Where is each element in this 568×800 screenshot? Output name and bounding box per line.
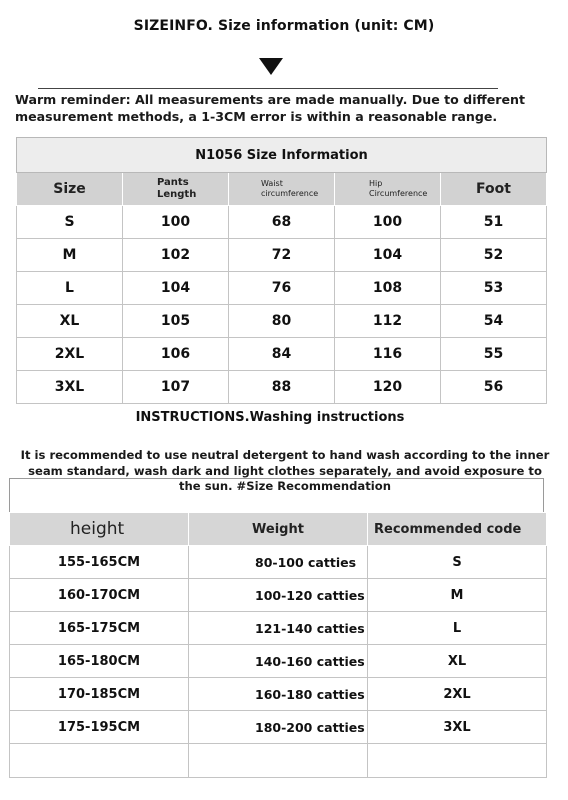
empty-row (10, 744, 547, 778)
weight-cell: 80-100 catties (189, 546, 368, 579)
hip-cell: 104 (335, 239, 441, 272)
foot-cell: 55 (441, 338, 547, 371)
size-recommendation-table (9, 512, 547, 778)
recommended-code-cell: XL (368, 645, 547, 678)
size-cell: L (17, 272, 123, 305)
size-cell: 3XL (17, 371, 123, 404)
divider (38, 88, 498, 89)
hip-cell: 116 (335, 338, 441, 371)
size-cell: 2XL (17, 338, 123, 371)
height-cell: 175-195CM (10, 711, 189, 744)
pants-length-cell: 105 (123, 305, 229, 338)
foot-cell: 51 (441, 206, 547, 239)
height-cell: 165-175CM (10, 612, 189, 645)
table-row (10, 645, 547, 678)
recommended-code-cell: M (368, 579, 547, 612)
hip-cell: 100 (335, 206, 441, 239)
hip-cell: 108 (335, 272, 441, 305)
column-header-weight: Weight (189, 513, 368, 546)
column-header-size: Size (17, 173, 123, 206)
table-row (17, 371, 547, 404)
pants-length-cell: 102 (123, 239, 229, 272)
foot-cell: 53 (441, 272, 547, 305)
pants-length-cell: 107 (123, 371, 229, 404)
foot-cell: 54 (441, 305, 547, 338)
pants-length-cell: 106 (123, 338, 229, 371)
waist-cell: 88 (229, 371, 335, 404)
size-cell: S (17, 206, 123, 239)
table-row (17, 272, 547, 305)
washing-instructions-title: INSTRUCTIONS.Washing instructions (135, 410, 405, 425)
foot-cell: 56 (441, 371, 547, 404)
table-row (10, 678, 547, 711)
waist-cell: 76 (229, 272, 335, 305)
recommended-code-cell: 3XL (368, 711, 547, 744)
size-information-table (16, 137, 547, 404)
weight-cell: 180-200 catties (189, 711, 368, 744)
table-row (17, 338, 547, 371)
hip-cell: 120 (335, 371, 441, 404)
height-cell: 170-185CM (10, 678, 189, 711)
weight-cell: 121-140 catties (189, 612, 368, 645)
table-row (17, 206, 547, 239)
size-table-caption: N1056 Size Information (17, 138, 547, 173)
column-header-recommended-code: Recommended code (368, 513, 547, 546)
foot-cell: 52 (441, 239, 547, 272)
waist-cell: 68 (229, 206, 335, 239)
waist-cell: 80 (229, 305, 335, 338)
table-row (10, 579, 547, 612)
pants-length-cell: 100 (123, 206, 229, 239)
size-cell: XL (17, 305, 123, 338)
table-row (10, 546, 547, 579)
table-row (10, 711, 547, 744)
size-cell: M (17, 239, 123, 272)
empty-cell (189, 744, 368, 778)
height-cell: 160-170CM (10, 579, 189, 612)
pants-length-cell: 104 (123, 272, 229, 305)
page-title: SIZEINFO. Size information (unit: CM) (133, 18, 435, 34)
column-header-hip: Hip Circumference (335, 173, 441, 206)
empty-cell (368, 744, 547, 778)
table-row (17, 239, 547, 272)
weight-cell: 100-120 catties (189, 579, 368, 612)
column-header-foot: Foot (441, 173, 547, 206)
waist-cell: 84 (229, 338, 335, 371)
hip-cell: 112 (335, 305, 441, 338)
arrow-down-icon (259, 58, 283, 75)
recommended-code-cell: L (368, 612, 547, 645)
waist-cell: 72 (229, 239, 335, 272)
column-header-height: height (10, 513, 189, 546)
table-row (10, 612, 547, 645)
washing-instructions-text: It is recommended to use neutral detergent to hand wash according to the inner seam standard, wash dark and light clothes separately, and avoid exposure to the sun. #Size Recommendation (20, 448, 550, 493)
empty-cell (10, 744, 189, 778)
weight-cell: 160-180 catties (189, 678, 368, 711)
weight-cell: 140-160 catties (189, 645, 368, 678)
column-header-pants-length: Pants Length (123, 173, 229, 206)
height-cell: 155-165CM (10, 546, 189, 579)
recommended-code-cell: 2XL (368, 678, 547, 711)
height-cell: 165-180CM (10, 645, 189, 678)
recommended-code-cell: S (368, 546, 547, 579)
warm-reminder: Warm reminder: All measurements are made manually. Due to different measurement methods, a 1-3CM error is within a reasonable range. (15, 92, 525, 124)
column-header-waist: Waist circumference (229, 173, 335, 206)
table-row (17, 305, 547, 338)
